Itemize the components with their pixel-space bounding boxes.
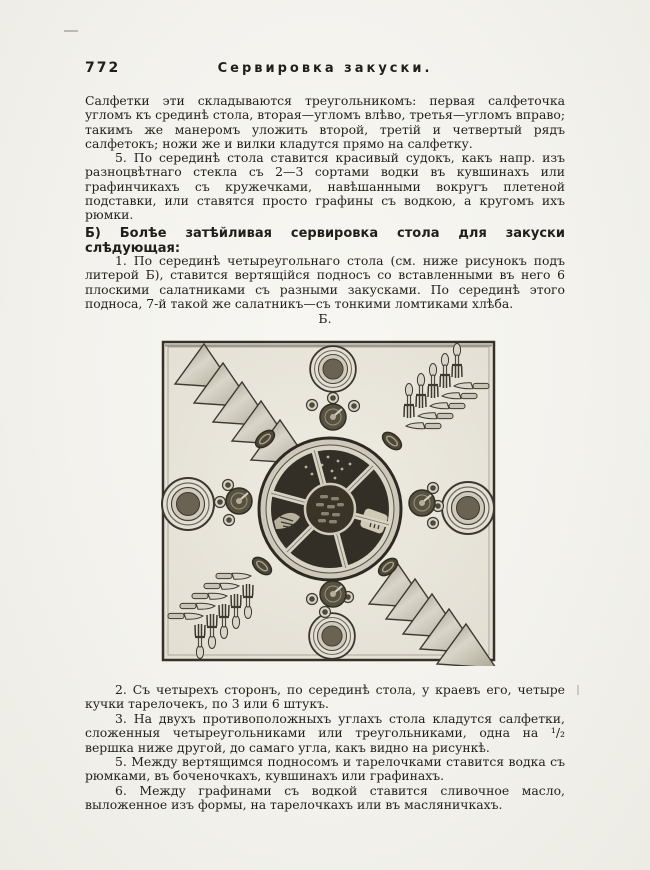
body-paragraph: 3. На двухъ противоположныхъ углахъ стола кладутся салфетки, сложенныя четыреугольниками или треугольниками, одна на ¹/₂ вершка ниже другой, до самаго угла, какъ видно на рисункѣ. (85, 711, 565, 755)
plate-stack-bottom (309, 613, 355, 659)
scan-artifact-tick (577, 685, 579, 695)
body-paragraph: 1. По серединѣ четыреугольнаго стола (см. ниже рисунокъ подъ литерой Б), ставится вертящійся подносъ со вставленными въ него 6 плоскими салатниками съ разными закусками. По серединѣ этого подноса, 7-й такой же салатникъ—съ тонкими ломтиками хлѣба. (85, 253, 565, 311)
plate-stack-left (162, 478, 214, 530)
plate-stack-right (442, 482, 494, 534)
bread-dish-center (305, 484, 355, 534)
page-number: 772 (85, 60, 121, 76)
figure-label: Б. (318, 311, 332, 326)
table-setting-figure (160, 336, 497, 666)
body-paragraph: 2. Съ четырехъ сторонъ, по серединѣ стола, у краевъ его, четыре кучки тарелочекъ, по 3 или 6 штукъ. (85, 682, 565, 712)
body-paragraph: 5. По серединѣ стола ставится красивый судокъ, какъ напр. изъ разноцвѣтнаго стекла съ 2—3 сортами водки въ кувшинахъ или графинчикахъ съ кружечками, навѣшанными вокругъ плетеной подставки, или ставятся просто графины съ водкою, а кругомъ ихъ рюмки. (85, 150, 565, 223)
scan-artifact-dash (64, 30, 78, 32)
running-title: Сервировка закуски. (217, 61, 433, 76)
section-heading-b: Б) Болѣе затѣйливая сервировка стола для закуски слѣдующая: (85, 226, 565, 256)
body-paragraph: 5. Между вертящимся подносомъ и тарелочками ставится водка съ рюмками, въ боченочкахъ, кувшинахъ или графинахъ. (85, 754, 565, 784)
body-paragraph: 6. Между графинами съ водкой ставится сливочное масло, выложенное изъ формы, на тарелочкахъ или въ масляничкахъ. (85, 783, 565, 813)
plate-stack-top (310, 346, 356, 392)
revolving-tray (259, 438, 401, 580)
body-paragraph: Салфетки эти складываются треугольникомъ: первая салфеточка угломъ къ срединѣ стола, вторая—угломъ влѣво, третья—угломъ вправо; такимъ же манеромъ уложить второй, третій и четвертый рядъ салфетокъ; ножи же и вилки кладутся прямо на салфетку. (85, 93, 565, 151)
table-engraving (160, 336, 497, 666)
